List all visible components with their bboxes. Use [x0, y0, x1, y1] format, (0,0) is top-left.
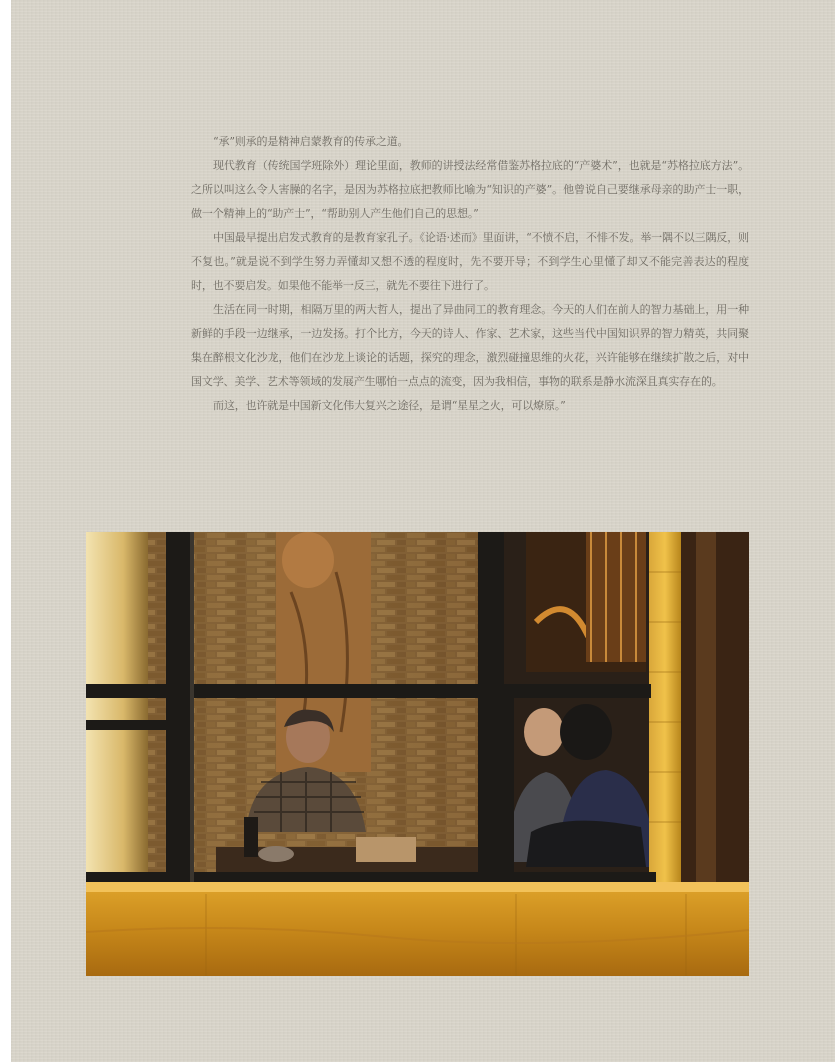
paragraph-2: 现代教育（传统国学班除外）理论里面，教师的讲授法经常借鉴苏格拉底的“产婆术”，也就是“苏格拉底方法”。之所以叫这么令人害臊的名字，是因为苏格拉底把教师比喻为“知识的产婆”。他曾说自己要继承母亲的助产士一职，做一个精神上的“助产士”，“帮助别人产生他们自己的思想。”	[191, 159, 749, 220]
paragraph-3: 中国最早提出启发式教育的是教育家孔子。《论语·述而》里面讲，“不愤不启，不悱不发。举一隅不以三隅反，则不复也。”就是说不到学生努力弄懂却又想不透的程度时，先不要开导；不到学生心里懂了却又不能完善表达的程度时，也不要启发。如果他不能举一反三，就先不要往下进行了。	[191, 231, 749, 292]
paragraph-1: “承”则承的是精神启蒙教育的传承之道。	[213, 135, 409, 148]
paragraph-5: 而这，也许就是中国新文化伟大复兴之途径，是谓“星星之火，可以燎原。”	[213, 399, 566, 412]
article-body	[191, 130, 749, 418]
salon-window-photo	[86, 532, 749, 976]
magazine-page	[11, 0, 835, 1062]
paragraph-4: 生活在同一时期，相隔万里的两大哲人，提出了异曲同工的教育理念。今天的人们在前人的智力基础上，用一种新鲜的手段一边继承，一边发扬。打个比方，今天的诗人、作家、艺术家，这些当代中国知识界的智力精英，共同聚集在醉根文化沙龙，他们在沙龙上谈论的话题，探究的理念，激烈碰撞思维的火花，兴许能够在继续扩散之后，对中国文学、美学、艺术等领域的发展产生哪怕一点点的流变，因为我相信，事物的联系是静水流深且真实存在的。	[191, 303, 749, 388]
